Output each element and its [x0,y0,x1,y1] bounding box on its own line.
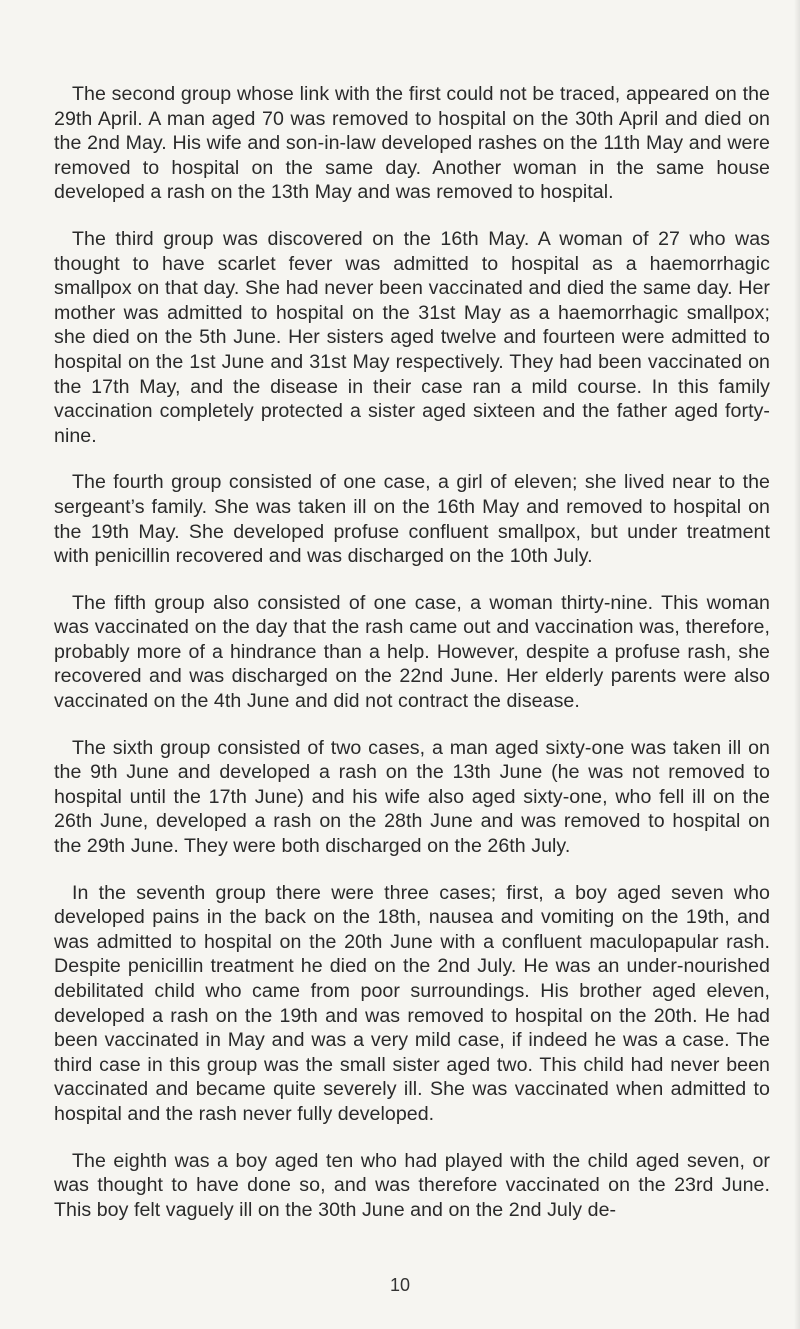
paragraph-third-group: The third group was discovered on the 16th May. A woman of 27 who was thought to have scarlet fever was admitted to hospital as a haemorrhagic smallpox on that day. She had never been vaccinated and died the same day. Her mother was admitted to hospital on the 31st May as a haemorrhagic smallpox; she died on the 5th June. Her sisters aged twelve and fourteen were admitted to hospital on the 1st June and 31st May respectively. They had been vaccinated on the 17th May, and the disease in their case ran a mild course. In this family vaccination completely protected a sister aged sixteen and the father aged forty-nine. [54,227,770,447]
page-number: 10 [389,1275,411,1295]
page-edge-shadow [794,0,800,1329]
paragraph-sixth-group: The sixth group consisted of two cases, a man aged sixty-one was taken ill on the 9th June and developed a rash on the 13th June (he was not removed to hospital until the 17th June) and his wife also aged sixty-one, who fell ill on the 26th June, developed a rash on the 28th June and was removed to hospital on the 29th June. They were both discharged on the 26th July. [54,736,770,858]
paragraph-fifth-group: The fifth group also consisted of one case, a woman thirty-nine. This woman was vaccinated on the day that the rash came out and vaccination was, therefore, probably more of a hindrance than a help. However, despite a profuse rash, she recovered and was discharged on the 22nd June. Her elderly parents were also vaccinated on the 4th June and did not contract the disease. [54,591,770,713]
paragraph-fourth-group: The fourth group consisted of one case, a girl of eleven; she lived near to the sergeant’s family. She was taken ill on the 16th May and removed to hospital on the 19th May. She developed profuse confluent smallpox, but under treatment with penicillin recovered and was discharged on the 10th July. [54,471,770,568]
document-body [54,82,770,1244]
paragraph-second-group: The second group whose link with the first could not be traced, appeared on the 29th April. A man aged 70 was removed to hospital on the 30th April and died on the 2nd May. His wife and son-in-law developed rashes on the 11th May and were removed to hospital on the same day. Another woman in the same house developed a rash on the 13th May and was removed to hospital. [54,83,770,204]
paragraph-eighth-case: The eighth was a boy aged ten who had played with the child aged seven, or was thought to have done so, and was therefore vaccinated on the 23rd June. This boy felt vaguely ill on the 30th June and on the 2nd July de- [54,1149,770,1221]
paragraph-seventh-group: In the seventh group there were three cases; first, a boy aged seven who developed pains in the back on the 18th, nausea and vomiting on the 19th, and was admitted to hospital on the 20th June with a confluent maculopapular rash. Despite penicillin treatment he died on the 2nd July. He was an under-nourished debilitated child who came from poor surroundings. His brother aged eleven, developed a rash on the 19th and was removed to hospital on the 20th. He had been vaccinated in May and was a very mild case, if indeed he was a case. The third case in this group was the small sister aged two. This child had never been vaccinated and became quite severely ill. She was vaccinated when admitted to hospital and the rash never fully developed. [54,881,770,1125]
